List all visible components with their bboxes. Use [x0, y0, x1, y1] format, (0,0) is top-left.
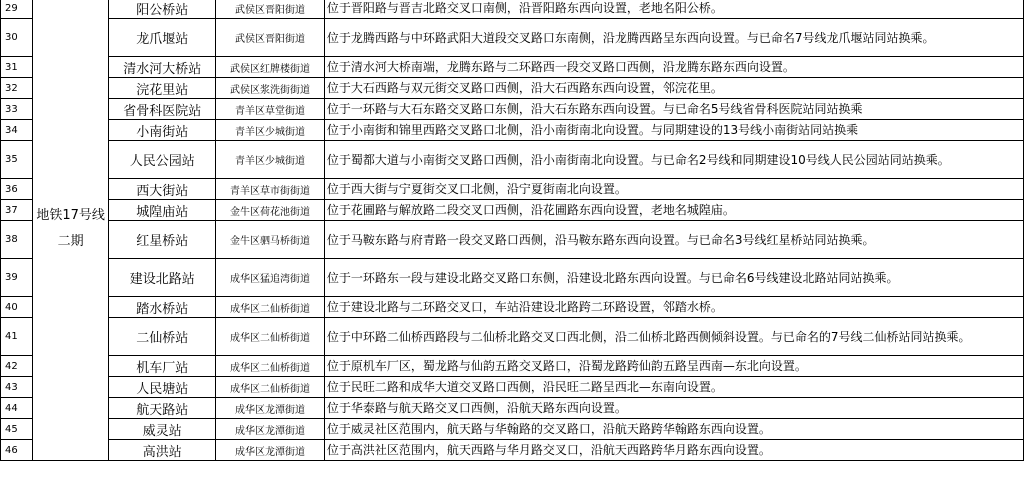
- table-row: [1, 419, 1024, 440]
- row-number: 41: [1, 318, 33, 356]
- table-row: [1, 259, 1024, 297]
- station-name: 威灵站: [109, 419, 216, 440]
- station-name: 航天路站: [109, 398, 216, 419]
- row-number: 45: [1, 419, 33, 440]
- row-number: 33: [1, 99, 33, 120]
- row-number: 31: [1, 57, 33, 78]
- row-number: 36: [1, 179, 33, 200]
- line-label: 地铁17号线二期: [32, 0, 108, 461]
- row-number: 37: [1, 200, 33, 221]
- station-description: 位于高洪社区范围内，航天西路与华月路交叉口，沿航天西路跨华月路东西向设置。: [324, 440, 1023, 461]
- district-name: 青羊区草堂街道: [216, 99, 325, 120]
- station-name: 小南街站: [109, 120, 216, 141]
- table-row: [1, 221, 1024, 259]
- table-row: [1, 99, 1024, 120]
- district-name: 金牛区驷马桥街道: [216, 221, 325, 259]
- station-description: 位于华泰路与航天路交叉口西侧，沿航天路东西向设置。: [324, 398, 1023, 419]
- district-name: 成华区龙潭街道: [216, 398, 325, 419]
- district-name: 武侯区红牌楼街道: [216, 57, 325, 78]
- station-name: 人民塘站: [109, 377, 216, 398]
- station-name: 高洪站: [109, 440, 216, 461]
- station-description: 位于民旺二路和成华大道交叉路口西侧，沿民旺二路呈西北—东南向设置。: [324, 377, 1023, 398]
- table-row: [1, 0, 1024, 19]
- district-name: 成华区二仙桥街道: [216, 318, 325, 356]
- station-description: 位于中环路二仙桥西路段与二仙桥北路交叉口西北侧，沿二仙桥北路西侧倾斜设置。与已命名的7号线二仙桥站同站换乘。: [324, 318, 1023, 356]
- row-number: 44: [1, 398, 33, 419]
- row-number: 46: [1, 440, 33, 461]
- row-number: 35: [1, 141, 33, 179]
- row-number: 40: [1, 297, 33, 318]
- row-number: 32: [1, 78, 33, 99]
- table-row: [1, 19, 1024, 57]
- station-description: 位于小南街和锦里西路交叉路口北侧，沿小南街南北向设置。与同期建设的13号线小南街站同站换乘: [324, 120, 1023, 141]
- table-row: [1, 356, 1024, 377]
- district-name: 成华区猛追湾街道: [216, 259, 325, 297]
- row-number: 34: [1, 120, 33, 141]
- station-description: 位于花圃路与解放路二段交叉口西侧，沿花圃路东西向设置，老地名城隍庙。: [324, 200, 1023, 221]
- district-name: 武侯区晋阳街道: [216, 0, 325, 19]
- district-name: 成华区龙潭街道: [216, 440, 325, 461]
- station-name: 建设北路站: [109, 259, 216, 297]
- station-name: 踏水桥站: [109, 297, 216, 318]
- table-row: [1, 57, 1024, 78]
- district-name: 青羊区少城街道: [216, 141, 325, 179]
- row-number: 39: [1, 259, 33, 297]
- station-description: 位于原机车厂区，蜀龙路与仙韵五路交叉路口，沿蜀龙路跨仙韵五路呈西南—东北向设置。: [324, 356, 1023, 377]
- district-name: 青羊区草市街街道: [216, 179, 325, 200]
- district-name: 金牛区荷花池街道: [216, 200, 325, 221]
- station-name: 人民公园站: [109, 141, 216, 179]
- table-row: [1, 179, 1024, 200]
- table-row: [1, 398, 1024, 419]
- row-number: 38: [1, 221, 33, 259]
- station-name: 清水河大桥站: [109, 57, 216, 78]
- station-name: 龙爪堰站: [109, 19, 216, 57]
- station-description: 位于清水河大桥南端，龙腾东路与二环路西一段交叉路口西侧，沿龙腾东路东西向设置。: [324, 57, 1023, 78]
- station-name: 浣花里站: [109, 78, 216, 99]
- table-row: [1, 318, 1024, 356]
- district-name: 武侯区晋阳街道: [216, 19, 325, 57]
- station-description: 位于西大街与宁夏街交叉口北侧，沿宁夏街南北向设置。: [324, 179, 1023, 200]
- district-name: 成华区二仙桥街道: [216, 356, 325, 377]
- station-description: 位于建设北路与二环路交叉口，车站沿建设北路跨二环路设置，邻踏水桥。: [324, 297, 1023, 318]
- row-number: 30: [1, 19, 33, 57]
- district-name: 武侯区浆洗街街道: [216, 78, 325, 99]
- station-name: 机车厂站: [109, 356, 216, 377]
- station-description: 位于马鞍东路与府青路一段交叉路口西侧，沿马鞍东路东西向设置。与已命名3号线红星桥站同站换乘。: [324, 221, 1023, 259]
- station-name: 红星桥站: [109, 221, 216, 259]
- row-number: 43: [1, 377, 33, 398]
- table-row: [1, 141, 1024, 179]
- row-number: 42: [1, 356, 33, 377]
- table-row: [1, 297, 1024, 318]
- table-row: [1, 120, 1024, 141]
- station-description: 位于一环路与大石东路交叉路口东侧，沿大石东路东西向设置。与已命名5号线省骨科医院站同站换乘: [324, 99, 1023, 120]
- table-row: [1, 377, 1024, 398]
- station-name: 省骨科医院站: [109, 99, 216, 120]
- station-description: 位于威灵社区范围内，航天路与华翰路的交叉路口，沿航天路跨华翰路东西向设置。: [324, 419, 1023, 440]
- table-row: [1, 440, 1024, 461]
- station-name: 城隍庙站: [109, 200, 216, 221]
- station-description: 位于大石西路与双元街交叉路口西侧，沿大石西路东西向设置，邻浣花里。: [324, 78, 1023, 99]
- station-name: 二仙桥站: [109, 318, 216, 356]
- station-description: 位于蜀都大道与小南街交叉路口西侧，沿小南街南北向设置。与已命名2号线和同期建设10号线人民公园站同站换乘。: [324, 141, 1023, 179]
- station-description: 位于一环路东一段与建设北路交叉路口东侧，沿建设北路东西向设置。与已命名6号线建设北路站同站换乘。: [324, 259, 1023, 297]
- station-name: 西大街站: [109, 179, 216, 200]
- table-row: [1, 78, 1024, 99]
- station-name: 阳公桥站: [109, 0, 216, 19]
- table-row: [1, 200, 1024, 221]
- station-description: 位于晋阳路与晋吉北路交叉口南侧，沿晋阳路东西向设置，老地名阳公桥。: [324, 0, 1023, 19]
- district-name: 成华区二仙桥街道: [216, 377, 325, 398]
- district-name: 成华区龙潭街道: [216, 419, 325, 440]
- row-number: 29: [1, 0, 33, 19]
- station-description: 位于龙腾西路与中环路武阳大道段交叉路口东南侧，沿龙腾西路呈东西向设置。与已命名7号线龙爪堰站同站换乘。: [324, 19, 1023, 57]
- district-name: 青羊区少城街道: [216, 120, 325, 141]
- district-name: 成华区二仙桥街道: [216, 297, 325, 318]
